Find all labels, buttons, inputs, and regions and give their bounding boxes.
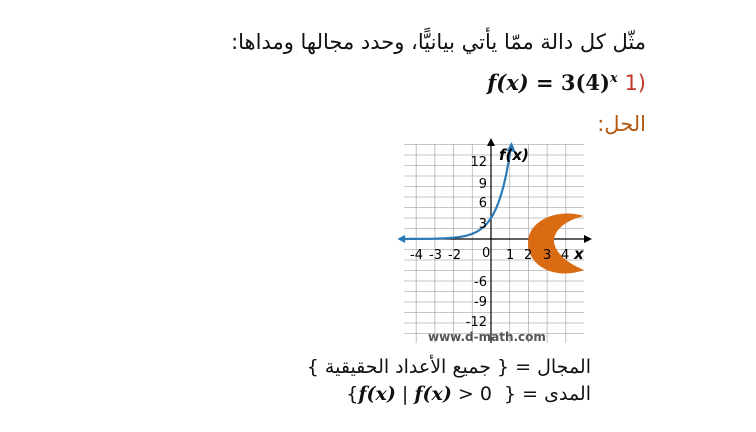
range-fx: f(x) — [358, 383, 396, 405]
exponential-curve — [403, 149, 511, 239]
graph-grid — [404, 144, 584, 343]
watermark-text: www.d-math.com — [428, 330, 546, 344]
y-tick-label: 6 — [478, 196, 487, 211]
domain-value: جميع الأعداد الحقيقية — [324, 356, 491, 378]
x-tick-label: -3 — [429, 248, 442, 263]
range-label: المدى = { — [504, 383, 591, 405]
problem-number: 1) — [624, 71, 646, 95]
problem-statement — [487, 70, 646, 95]
x-tick-label: -2 — [448, 248, 461, 263]
function-rhs: 3(4) — [560, 70, 610, 95]
y-tick-label: -12 — [465, 315, 487, 330]
d-math-logo — [528, 214, 584, 274]
domain-label: المجال = { — [497, 356, 591, 378]
y-axis-label: f(x) — [499, 146, 529, 164]
x-axis-label: x — [574, 245, 584, 263]
range-separator: | — [395, 383, 415, 405]
range-expression — [358, 383, 498, 405]
y-tick-label: -9 — [474, 295, 487, 310]
x-tick-label: 3 — [543, 248, 552, 263]
curve-left-arrow-icon — [398, 235, 405, 243]
y-axis-arrow-icon — [487, 138, 495, 146]
range-close: } — [346, 383, 359, 405]
x-tick-label: 1 — [506, 248, 515, 263]
domain-line — [307, 356, 591, 378]
instruction-text: مثّل كل دالة ممّا يأتي بيانيًّا، وحدد مجالها ومداها: — [231, 30, 646, 54]
x-tick-label: 4 — [561, 248, 570, 263]
domain-close: } — [306, 356, 319, 378]
y-tick-label: -6 — [474, 275, 487, 290]
function-exponent: x — [609, 71, 618, 86]
y-tick-label: 9 — [478, 177, 487, 192]
range-line — [346, 383, 591, 405]
x-tick-label: 0 — [482, 246, 491, 261]
range-fx2: f(x) — [414, 383, 452, 405]
function-lhs: f(x) = — [487, 70, 561, 95]
y-tick-label: 12 — [470, 155, 487, 170]
x-tick-label: -4 — [410, 248, 423, 263]
x-tick-label: 2 — [524, 248, 533, 263]
range-condition: > 0 — [451, 383, 498, 405]
solution-label: الحل: — [597, 112, 646, 136]
x-axis-arrow-icon — [584, 235, 592, 243]
function-graph — [398, 138, 592, 348]
y-tick-label: 3 — [478, 217, 487, 232]
